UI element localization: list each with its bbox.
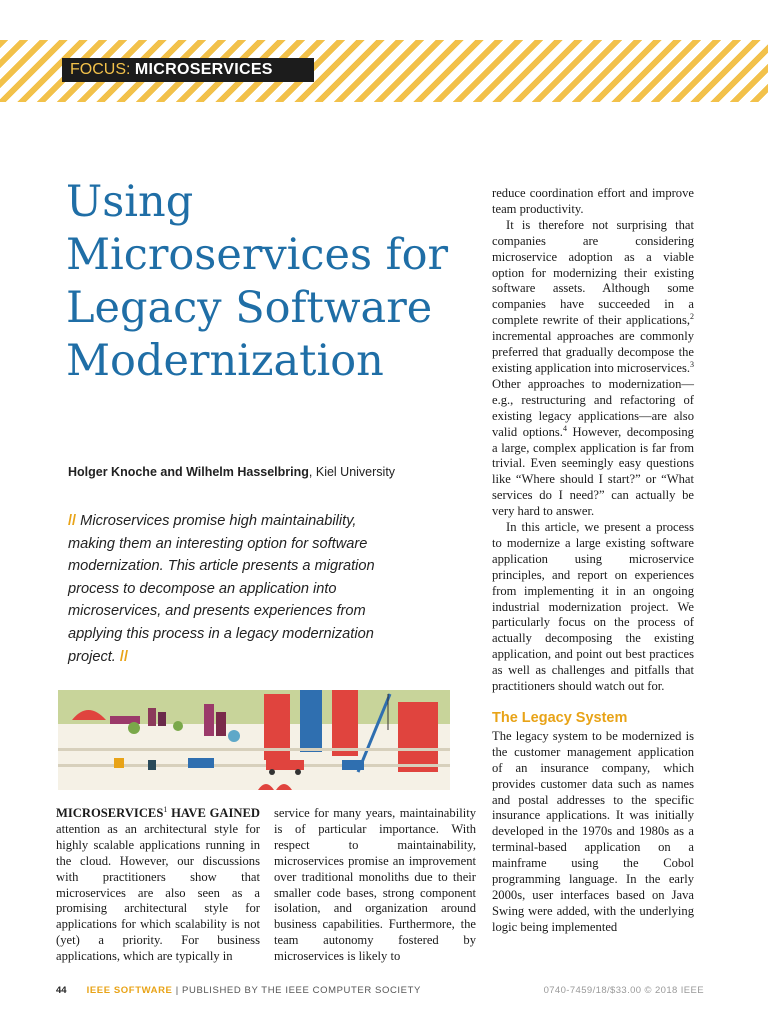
- paragraph: In this article, we present a process to modernize a large existing software application using microservice principles, and report on experiences from implementing it in an ongoing industrial modernization project. We particularly focus on the process of actually decomposing the existing application, and point out best practices as well as challenges and pitfalls that practitioners should watch out for.: [492, 520, 694, 694]
- paragraph: attention as an architectural style for highly scalable applications running in the cloud. However, our discussions with practitioners show that microservices are also seen as a promising architectural style for applications for which scalability is not (yet) a priority. For business applications, which are typically in: [56, 821, 260, 964]
- abstract-open-mark: //: [68, 513, 77, 529]
- author-affiliation: , Kiel University: [308, 465, 396, 479]
- paragraph: The legacy system to be modernized is the customer management application of an insurance company, which provides customer data such as names and postal addresses to the specific insurance applications. It was initially developed in the 1970s and 1980s as a terminal-based application on a mainframe using the Cobol programming language. In the early 2000s, user interfaces based on Java Swing were added, with the underlying logic being implemented: [492, 728, 694, 934]
- focus-tag: [62, 58, 314, 82]
- focus-label: FOCUS:: [70, 61, 131, 78]
- publisher-line: | PUBLISHED BY THE IEEE COMPUTER SOCIETY: [172, 985, 421, 996]
- issn-copyright: 0740-7459/18/$33.00 © 2018 IEEE: [543, 985, 704, 996]
- reference-marker: 4: [562, 423, 567, 433]
- body-column-1: [56, 806, 260, 965]
- lead-in-word: MICROSERVICES: [56, 806, 164, 820]
- abstract-close-mark: //: [119, 648, 129, 665]
- page-number: 44: [56, 985, 67, 996]
- page-footer: [56, 985, 704, 996]
- paragraph: service for many years, maintainability is of particular importance. With respect to maintainability, microservices promise an improvement over traditional monoliths due to their smaller code bases, strong component isolation, and organization around business capabilities. Furthermore, the team autonomy fostered by microservices is likely to: [274, 806, 476, 964]
- reference-marker: 3: [690, 359, 694, 369]
- paragraph: It is therefore not surprising that companies are considering microservice adoption as a viable option for modernizing their existing software assets. Although some companies have succeeded in a complete rewrite of their applications,$^2$ incremental approaches are commonly preferred that gradually decompose the existing application into microservices.$^3$ Other approaches to modernization—e.g., restructuring and refactoring of existing legacy applications—are also valid options.$^4$ However, decomposing a large, complex application is far from trivial. Even seemingly easy questions like “Where should I start?” or “What services do I need?” can actually be very hard to answer.: [492, 217, 694, 519]
- author-names: Holger Knoche and Wilhelm Hasselbring: [68, 465, 309, 479]
- focus-topic: MICROSERVICES: [134, 61, 273, 78]
- body-column-2: [274, 806, 476, 965]
- lead-in-rest: HAVE GAINED: [167, 806, 260, 820]
- reference-marker: 2: [690, 312, 694, 322]
- section-heading: The Legacy System: [492, 710, 628, 726]
- paragraph: reduce coordination effort and improve team productivity.: [492, 186, 694, 216]
- industrial-city-illustration: [58, 690, 450, 790]
- abstract-text: Microservices promise high maintainability, making them an interesting option for software modernization. This article presents a migration process to decompose an application into microservices, and presents experiences from applying this process in a legacy modernization project.: [68, 513, 375, 665]
- reference-marker: 1: [163, 804, 168, 814]
- article-title: Using Microservices for Legacy Software Modernization: [66, 177, 449, 386]
- authors-line: [68, 465, 395, 479]
- body-column-3: [492, 186, 694, 936]
- magazine-name: IEEE SOFTWARE: [86, 985, 173, 996]
- abstract: [68, 510, 403, 668]
